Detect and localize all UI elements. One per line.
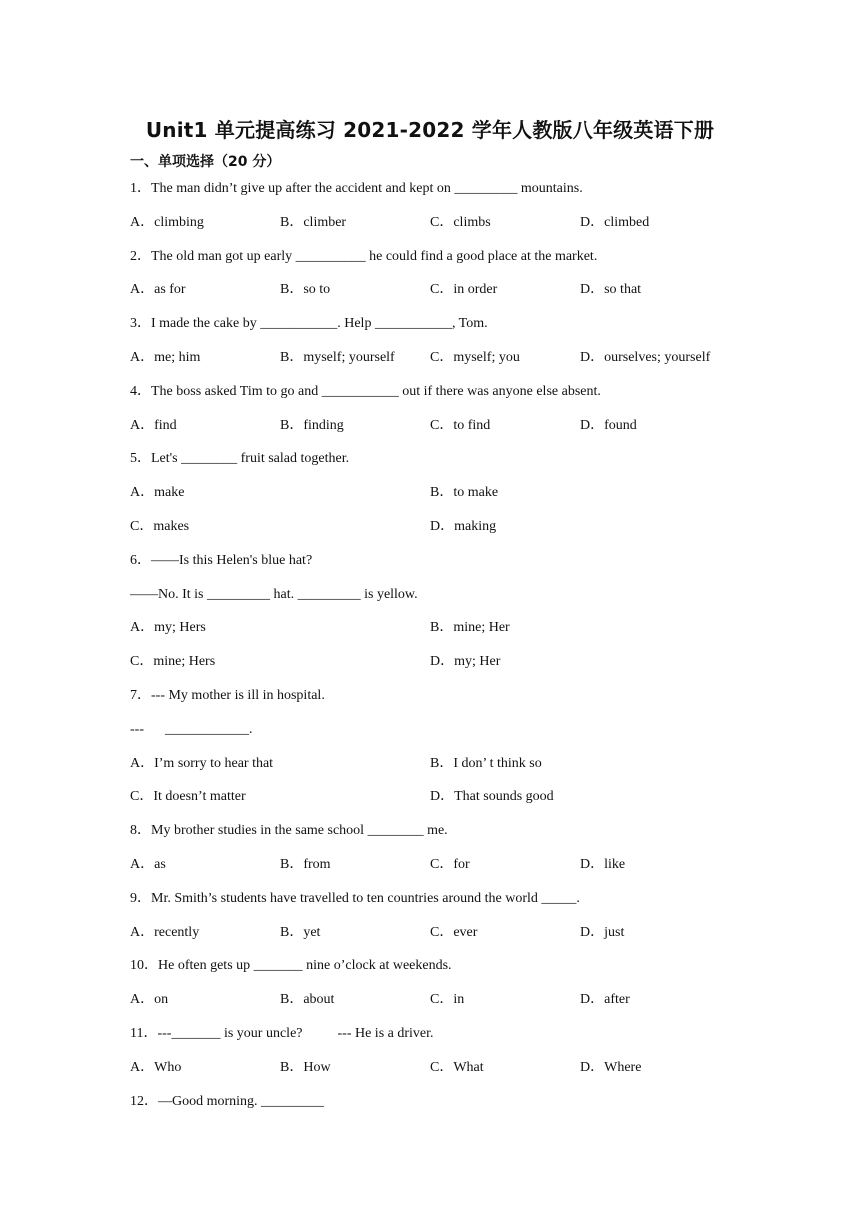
option-a[interactable]: A．me; him [130,349,201,365]
page-title: Unit1 单元提高练习 2021-2022 学年人教版八年级英语下册 [145,118,715,142]
option-c[interactable]: C．in order [430,282,498,298]
question-8-stem: 8．My brother studies in the same school ________ me. [130,823,448,839]
question-7-stem: 7．--- My mother is ill in hospital. [130,687,325,703]
option-c[interactable]: C．What [430,1059,484,1075]
question-3-stem: 3．I made the cake by ___________. Help ___________, Tom. [130,316,488,332]
question-6-stem: 6．——Is this Helen's blue hat? [130,552,313,568]
question-11-stem: 11．---_______ is your uncle? --- He is a driver. [130,1025,434,1041]
question-5-options-row-1 [130,482,740,516]
option-a[interactable]: A．Who [130,1059,182,1075]
question-3-options [130,347,740,381]
option-c[interactable]: C．myself; you [430,349,520,365]
question-7-stem-line-2: --- ____________. [130,721,253,737]
option-b[interactable]: B．climber [280,214,347,230]
question-5-stem: 5．Let's ________ fruit salad together. [130,451,350,467]
question-4-stem: 4．The boss asked Tim to go and ___________ out if there was anyone else absent. [130,383,601,399]
option-c[interactable]: C．for [430,856,470,872]
question-7-options-row-1 [130,753,740,787]
option-a[interactable]: A．on [130,992,169,1008]
question-list [130,178,740,1124]
option-a[interactable]: A．I’m sorry to hear that [130,755,274,771]
option-b[interactable]: B．mine; Her [430,620,510,636]
option-c[interactable]: C．in [430,992,465,1008]
question-1-options [130,212,740,246]
option-b[interactable]: B．How [280,1059,331,1075]
option-b[interactable]: B．from [280,856,331,872]
question-4-options [130,415,740,449]
section-heading: 一、单项选择（20 分） [130,154,281,170]
option-d[interactable]: D．ourselves; yourself [580,349,711,365]
question-11-options [130,1057,740,1091]
option-a[interactable]: A．as [130,856,166,872]
question-6-options-row-2 [130,651,740,685]
question-1-stem: 1．The man didn’t give up after the accident and kept on _________ mountains. [130,181,583,196]
question-2-options [130,279,740,313]
option-a[interactable]: A．climbing [130,214,204,230]
option-b[interactable]: B．myself; yourself [280,349,395,365]
option-a[interactable]: A．find [130,417,177,433]
option-c[interactable]: C．to find [430,417,491,433]
option-c[interactable]: C．makes [130,518,190,534]
question-7-options-row-2 [130,786,740,820]
option-b[interactable]: B．yet [280,924,321,940]
option-c[interactable]: C．It doesn’t matter [130,789,246,805]
option-b[interactable]: B．finding [280,417,344,433]
option-c[interactable]: C．ever [430,924,478,940]
question-9-options [130,922,740,956]
option-a[interactable]: A．my; Hers [130,620,206,636]
option-c[interactable]: C．mine; Hers [130,654,216,670]
option-b[interactable]: B．about [280,992,335,1008]
option-d[interactable]: D．That sounds good [430,789,554,805]
option-d[interactable]: D．climbed [580,214,650,230]
question-8-options [130,854,740,888]
question-9-stem: 9．Mr. Smith’s students have travelled to ten countries around the world _____. [130,890,580,906]
option-d[interactable]: D．like [580,856,626,872]
option-b[interactable]: B．to make [430,485,499,501]
option-a[interactable]: A．as for [130,282,186,298]
option-c[interactable]: C．climbs [430,214,491,230]
question-2-stem: 2．The old man got up early __________ he could find a good place at the market. [130,248,598,264]
option-d[interactable]: D．after [580,992,630,1008]
option-d[interactable]: D．just [580,924,625,940]
option-d[interactable]: D．found [580,417,637,433]
question-12-stem: 12．—Good morning. _________ [130,1093,325,1109]
question-6-stem-line-2: ——No. It is _________ hat. _________ is yellow. [130,586,418,602]
option-d[interactable]: D．my; Her [430,654,501,670]
question-5-options-row-2 [130,516,740,550]
question-6-options-row-1 [130,617,740,651]
option-b[interactable]: B．so to [280,282,331,298]
option-a[interactable]: A．make [130,485,185,501]
question-10-stem: 10．He often gets up _______ nine o’clock at weekends. [130,958,452,974]
option-d[interactable]: D．making [430,518,497,534]
option-d[interactable]: D．so that [580,282,642,298]
option-b[interactable]: B．I don’ t think so [430,755,542,771]
option-d[interactable]: D．Where [580,1059,642,1075]
question-10-options [130,989,740,1023]
option-a[interactable]: A．recently [130,924,200,940]
